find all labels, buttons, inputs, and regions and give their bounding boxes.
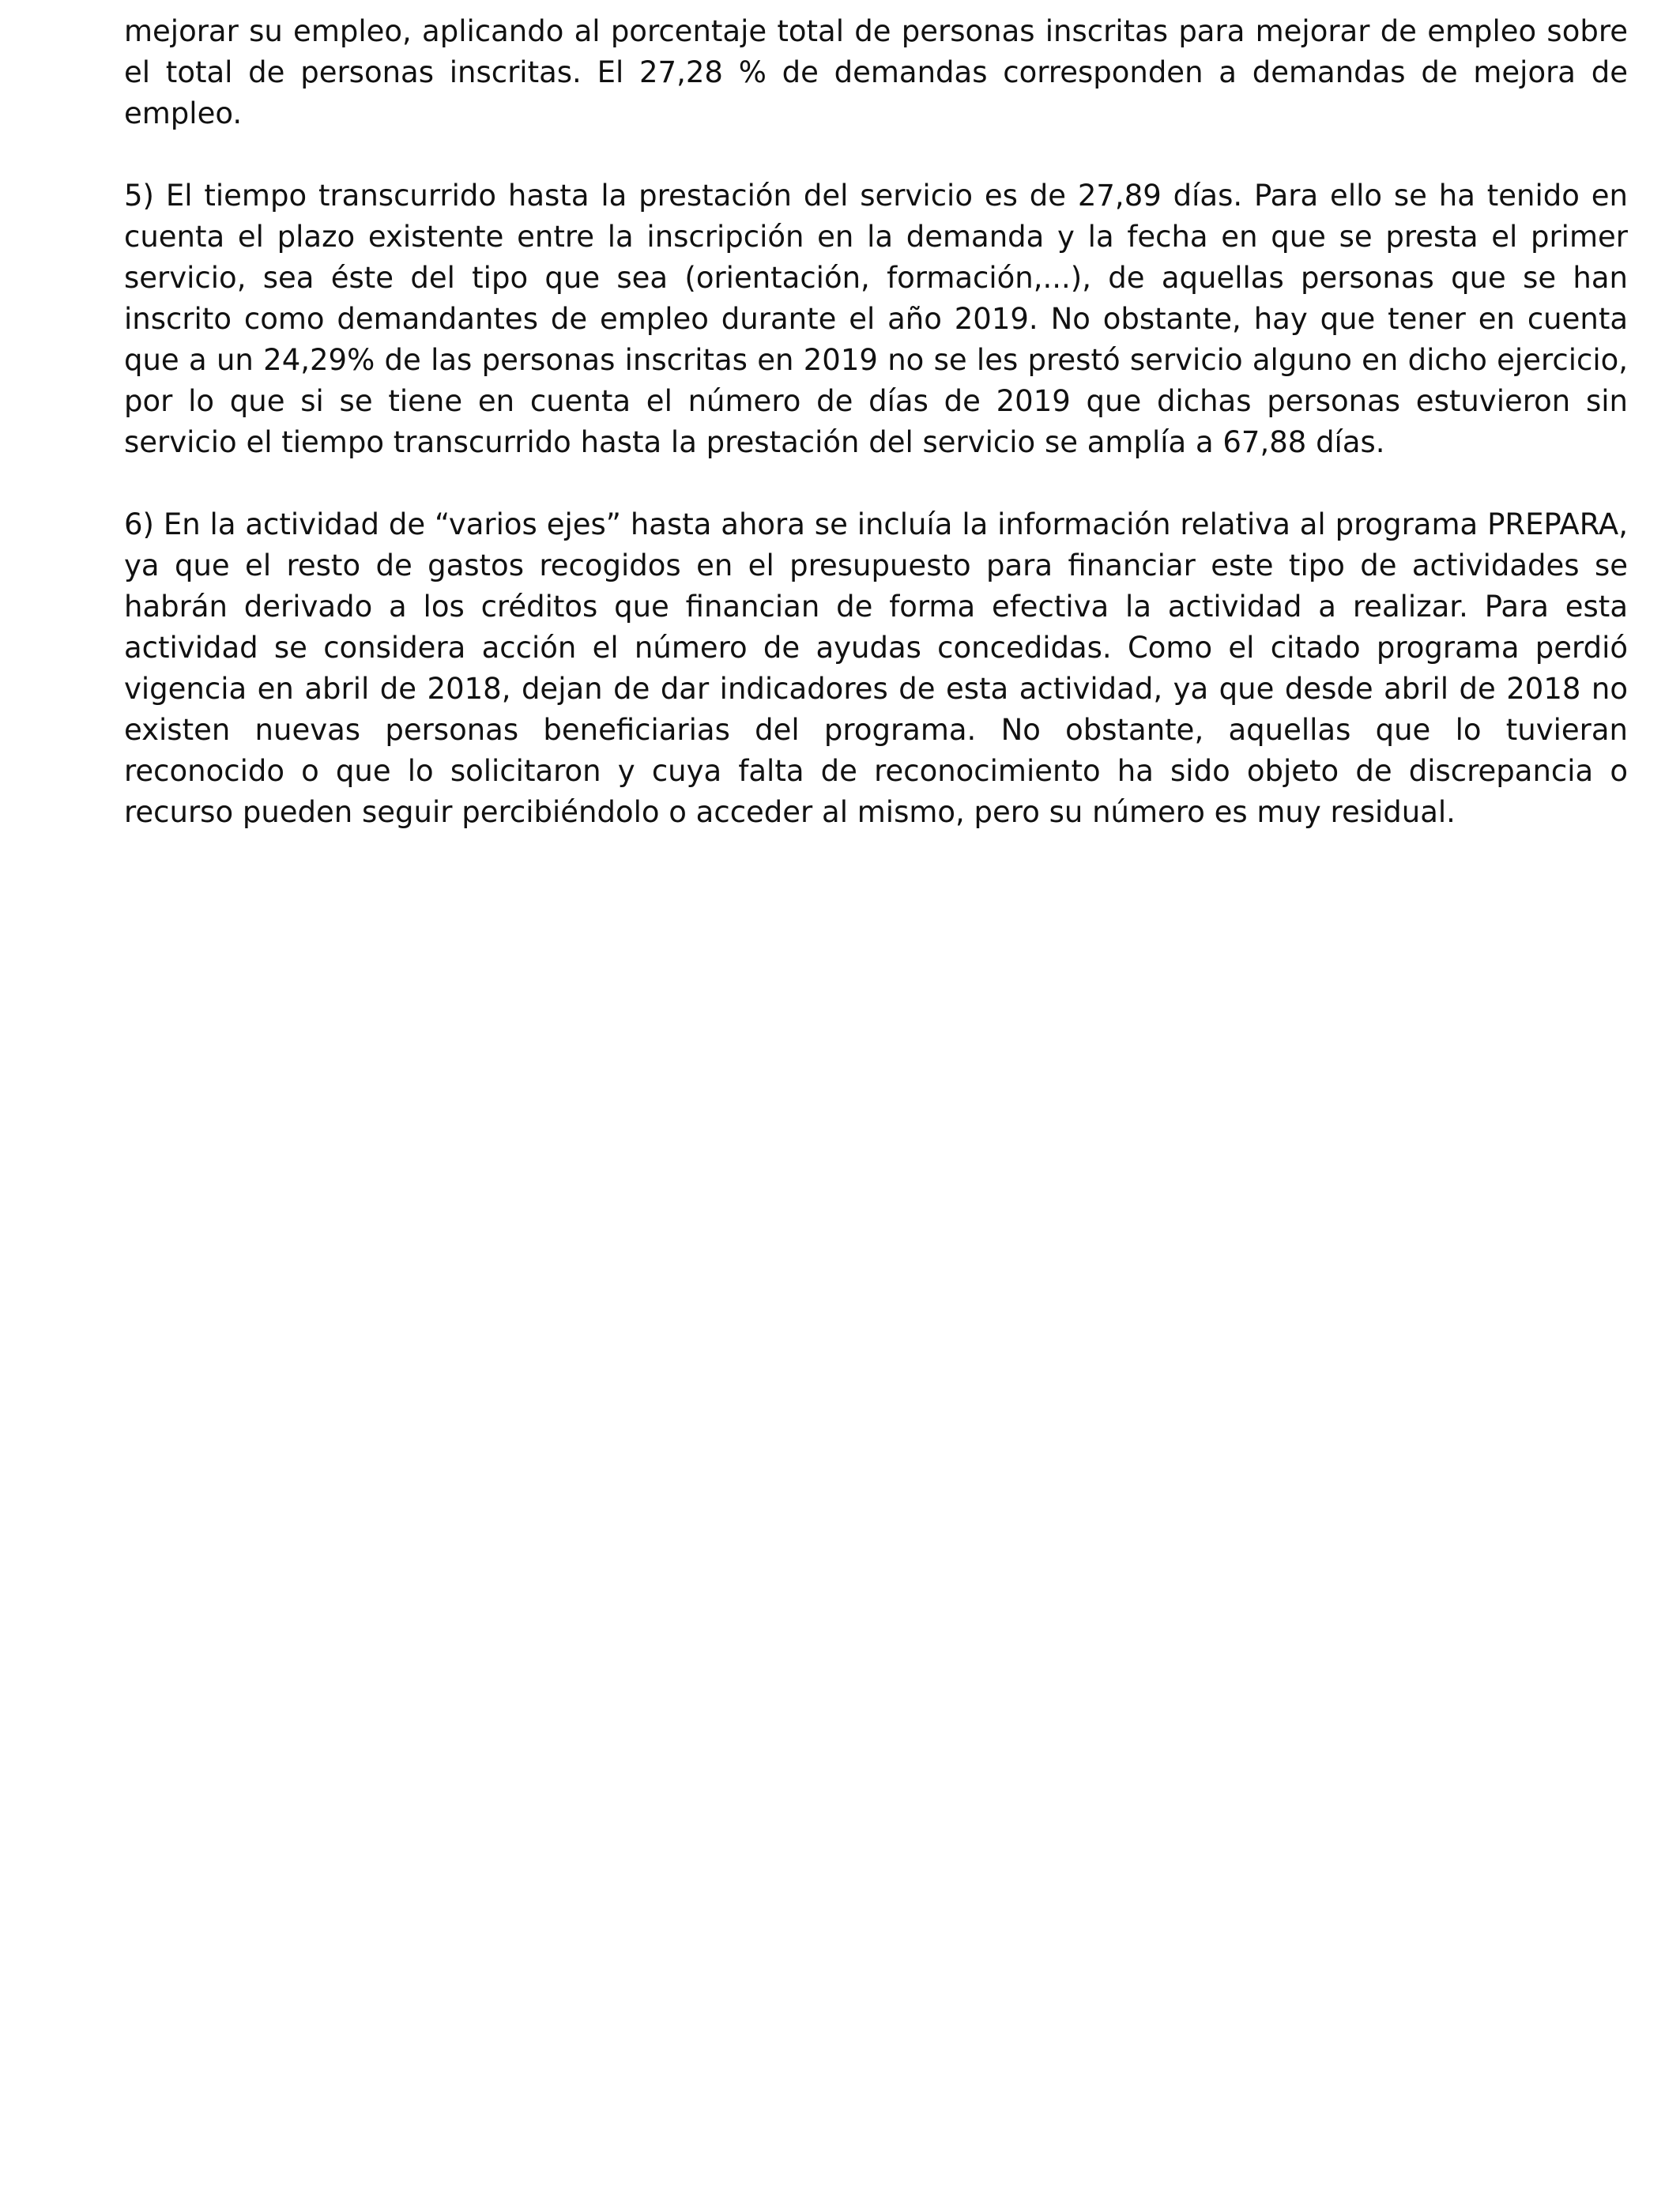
paragraph-item-6: 6) En la actividad de “varios ejes” hasta ahora se incluía la información relativa al programa PREPARA, ya que el resto de gastos recogidos en el presupuesto para financiar este tipo de actividades se habrán derivado a los créditos que financian de forma efectiva la actividad a realizar. Para esta actividad se considera acción el número de ayudas concedidas. Como el citado programa perdió vigencia en abril de 2018, dejan de dar indicadores de esta actividad, ya que desde abril de 2018 no existen nuevas personas beneficiarias del programa. No obstante, aquellas que lo tuvieran reconocido o que lo solicitaron y cuya falta de reconocimiento ha sido objeto de discrepancia o recurso pueden seguir percibiéndolo o acceder al mismo, pero su número es muy residual. [124,507,1628,829]
document-body [124,11,1628,874]
paragraph-item-5: 5) El tiempo transcurrido hasta la prestación del servicio es de 27,89 días. Para ello se ha tenido en cuenta el plazo existente entre la inscripción en la demanda y la fecha en que se presta el primer servicio, sea éste del tipo que sea (orientación, formación,...), de aquellas personas que se han inscrito como demandantes de empleo durante el año 2019. No obstante, hay que tener en cuenta que a un 24,29% de las personas inscritas en 2019 no se les prestó servicio alguno en dicho ejercicio, por lo que si se tiene en cuenta el número de días de 2019 que dichas personas estuvieron sin servicio el tiempo transcurrido hasta la prestación del servicio se amplía a 67,88 días. [124,179,1628,459]
paragraph-continuation: mejorar su empleo, aplicando al porcentaje total de personas inscritas para mejorar de empleo sobre el total de personas inscritas. El 27,28 % de demandas corresponden a demandas de mejora de empleo. [124,14,1628,130]
